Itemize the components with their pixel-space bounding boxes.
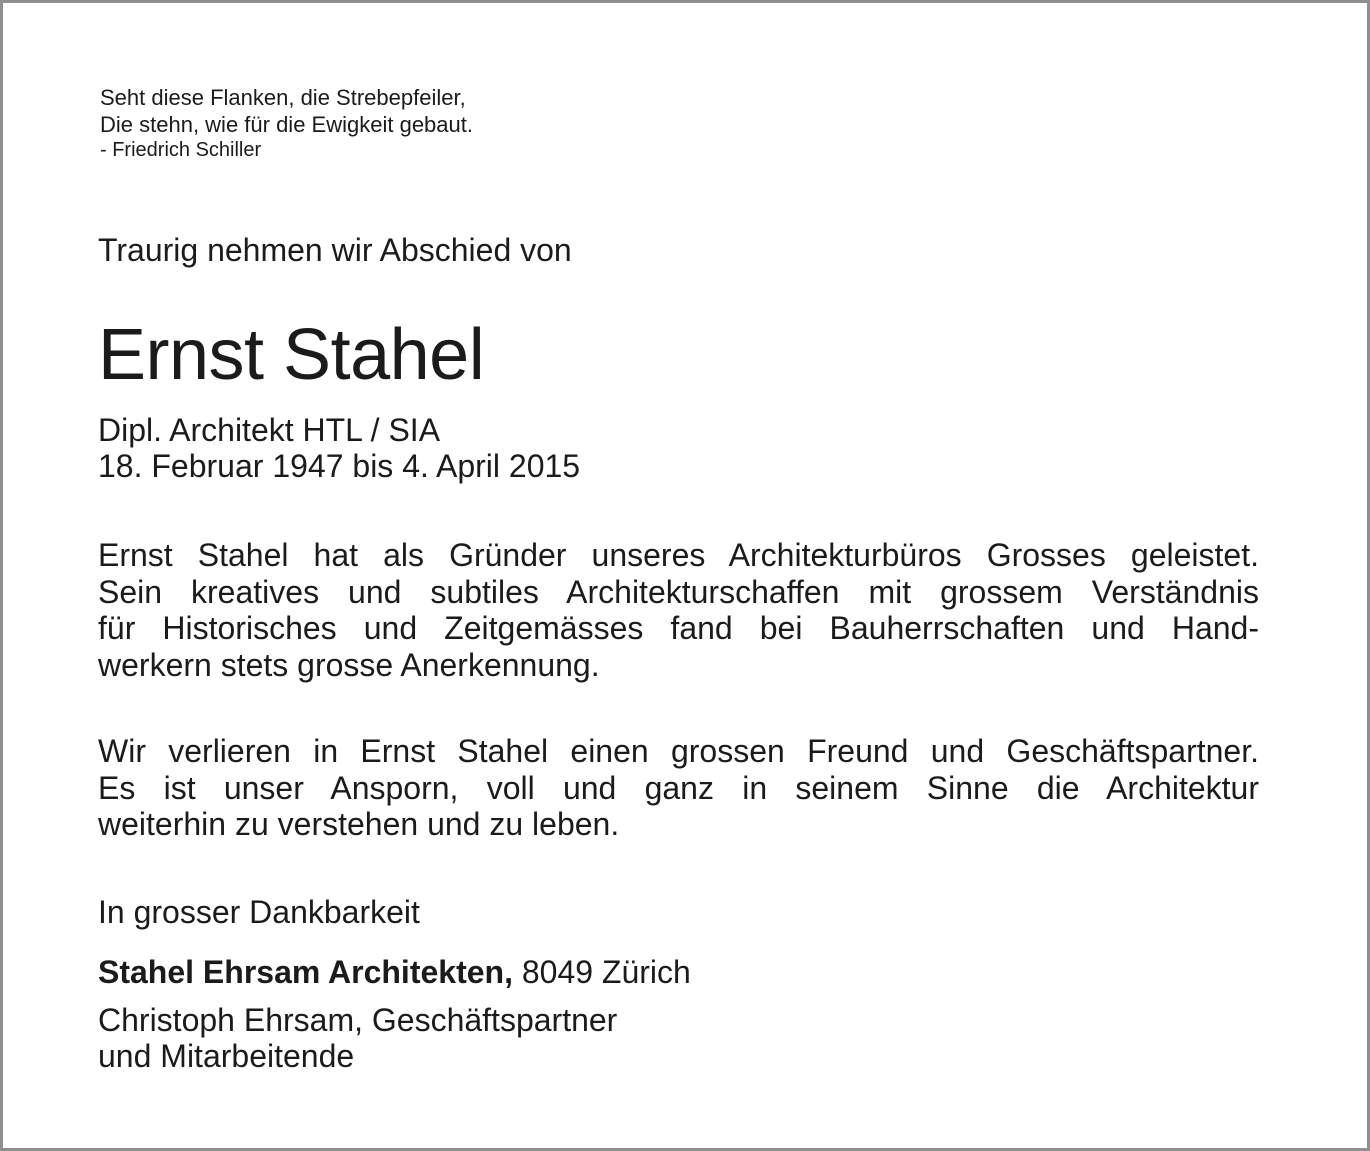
paragraph-line: werkern stets grosse Anerkennung. bbox=[98, 646, 600, 683]
tribute-paragraph-2 bbox=[98, 733, 1259, 843]
firm-signature bbox=[98, 953, 691, 991]
tribute-paragraph-1 bbox=[98, 537, 1259, 683]
paragraph-line: für Historisches und Zeitgemässes fand bei Bauherrschaften und Hand- bbox=[98, 610, 1259, 646]
signer-line-1: Christoph Ehrsam, Geschäftspartner bbox=[98, 1002, 618, 1038]
firm-name: Stahel Ehrsam Architekten, bbox=[98, 954, 513, 990]
firm-location: 8049 Zürich bbox=[521, 954, 691, 990]
deceased-title: Dipl. Architekt HTL / SIA bbox=[98, 412, 441, 448]
signers bbox=[98, 1002, 617, 1074]
paragraph-line: Sein kreatives und subtiles Architekturschaffen mit grossem Verständnis bbox=[98, 573, 1259, 610]
paragraph-line: Es ist unser Ansporn, voll und ganz in seinem Sinne die Architektur bbox=[98, 769, 1259, 806]
signer-line-2: und Mitarbeitende bbox=[98, 1038, 355, 1074]
deceased-name: Ernst Stahel bbox=[98, 315, 485, 395]
quote-line-1: Seht diese Flanken, die Strebepfeiler, bbox=[100, 85, 466, 110]
paragraph-line: Wir verlieren in Ernst Stahel einen grossen Freund und Geschäftspartner. bbox=[98, 733, 1259, 769]
paragraph-line: weiterhin zu verstehen und zu leben. bbox=[98, 806, 620, 842]
epigraph-quote bbox=[100, 84, 473, 162]
farewell-intro: Traurig nehmen wir Abschied von bbox=[98, 232, 572, 268]
paragraph-line: Ernst Stahel hat als Gründer unseres Architekturbüros Grosses geleistet. bbox=[98, 537, 1259, 573]
quote-line-2: Die stehn, wie für die Ewigkeit gebaut. bbox=[100, 112, 473, 137]
deceased-details bbox=[98, 412, 580, 484]
quote-author: - Friedrich Schiller bbox=[100, 139, 262, 161]
closing-phrase: In grosser Dankbarkeit bbox=[98, 894, 420, 930]
deceased-dates: 18. Februar 1947 bis 4. April 2015 bbox=[98, 448, 581, 484]
